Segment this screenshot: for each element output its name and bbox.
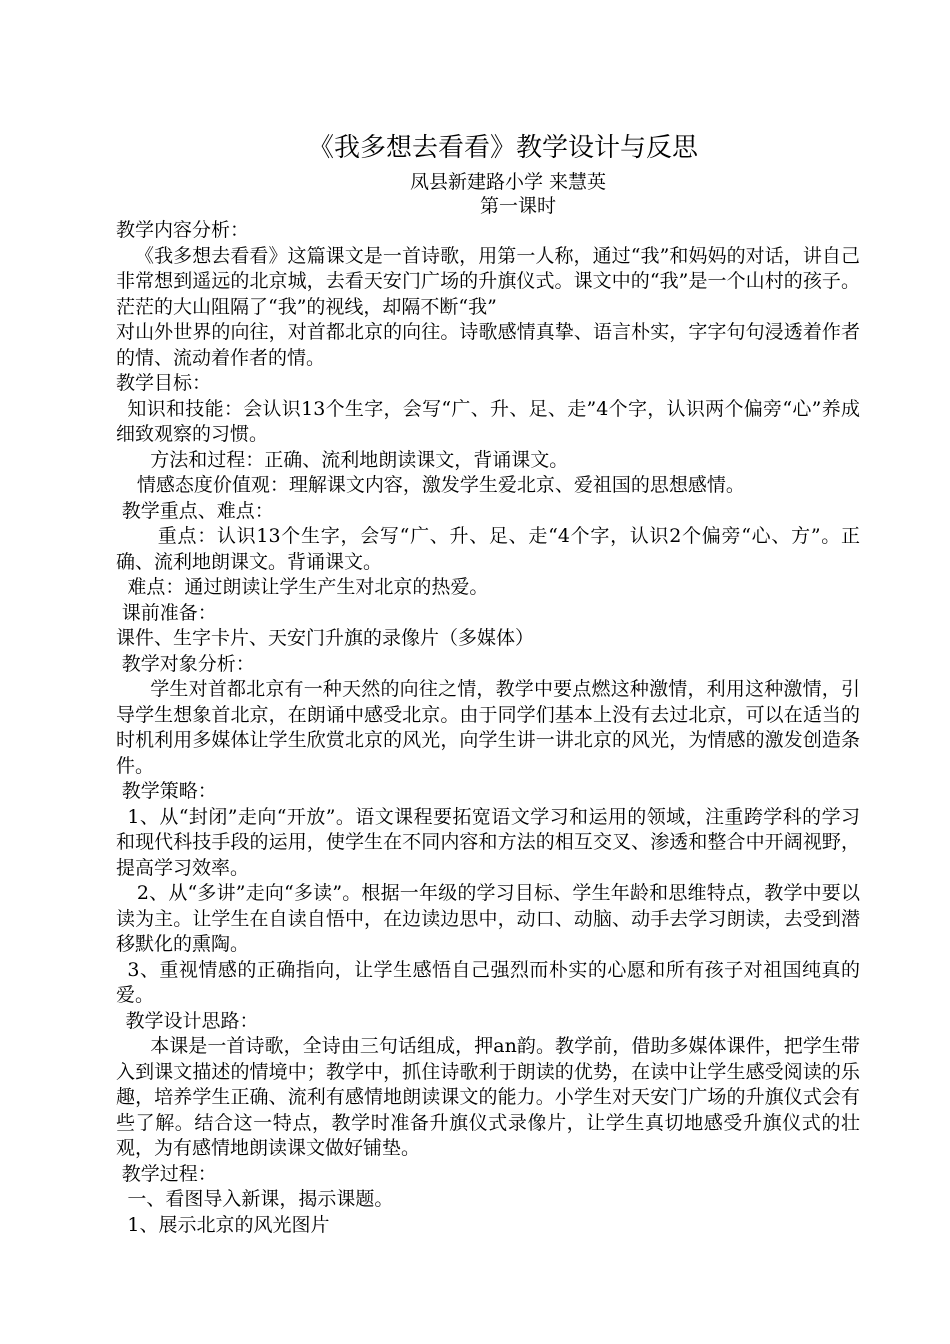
goals-paragraph: 情感态度价值观：理解课文内容，激发学生爱北京、爱祖国的思想感情。	[136, 474, 745, 496]
strategy-paragraph: 2、从“多讲”走向“多读”。根据一年级的学习目标、学生年龄和思维特点，教学中要以读为主。让学生在自读自悟中，在边读边思中，动口、动脑、动手去学习朗读，去受到潜移默化的熏陶。	[116, 882, 860, 955]
target-analysis-heading: 教学对象分析：	[121, 652, 255, 675]
lesson-label: 第一课时	[479, 195, 556, 217]
key-points-paragraph: 难点：通过朗读让学生产生对北京的热爱。	[127, 576, 489, 598]
content-analysis-paragraph: 《我多想去看看》这篇课文是一首诗歌，用第一人称，通过“我”和妈妈的对话，讲自己非常想到遥远的北京城，去看天安门广场的升旗仪式。课文中的“我”是一个山村的孩子。茫茫的大山阻隔了“我”的视线，却隔不断“我”	[116, 244, 860, 318]
document-title: 《我多想去看看》教学设计与反思	[307, 133, 698, 163]
content-analysis-heading: 教学内容分析：	[116, 219, 250, 241]
preparation-heading: 课前准备：	[121, 601, 217, 624]
document-author: 凤县新建路小学 来慧英	[409, 171, 607, 193]
process-step: 1、展示北京的风光图片	[127, 1213, 330, 1236]
strategy-paragraph: 3、重视情感的正确指向，让学生感悟自己强烈而朴实的心愿和所有孩子对祖国纯真的爱。	[116, 958, 860, 1006]
key-points-paragraph: 重点：认识13个生字，会写“广、升、足、走“4个字，认识2个偏旁“心、方”。正确、流利地朗课文。背诵课文。	[116, 525, 860, 573]
goals-paragraph: 知识和技能：会认识13个生字，会写“广、升、足、走”4个字，认识两个偏旁“心”养成细致观察的习惯。	[116, 397, 860, 445]
key-points-heading: 教学重点、难点：	[121, 499, 274, 522]
target-analysis-paragraph: 学生对首都北京有一种天然的向往之情，教学中要点燃这种激情，利用这种激情，引导学生想象首北京，在朗诵中感受北京。由于同学们基本上没有去过北京，可以在适当的时机利用多媒体让学生欣赏北京的风光，向学生讲一讲北京的风光，为情感的激发创造条件。	[116, 678, 860, 777]
strategy-paragraph: 1、从“封闭”走向“开放”。语文课程要拓宽语文学习和运用的领域，注重跨学科的学习和现代科技手段的运用，使学生在不同内容和方法的相互交叉、渗透和整合中开阔视野，提高学习效率。	[116, 805, 860, 879]
goals-paragraph: 方法和过程：正确、流利地朗读课文，背诵课文。	[150, 448, 569, 471]
goals-heading: 教学目标：	[116, 372, 212, 394]
process-heading: 教学过程：	[121, 1162, 217, 1185]
content-analysis-paragraph: 对山外世界的向往，对首都北京的向往。诗歌感情真挚、语言朴实，字字句句浸透着作者的情、流动着作者的情。	[116, 321, 860, 369]
design-heading: 教学设计思路：	[125, 1009, 259, 1032]
process-step: 一、看图导入新课，揭示课题。	[127, 1188, 394, 1210]
strategy-heading: 教学策略：	[121, 780, 217, 802]
design-paragraph: 本课是一首诗歌，全诗由三句话组成，押an韵。教学前，借助多媒体课件，把学生带入到课文描述的情境中；教学中，抓住诗歌利于朗读的优势，在读中让学生感受阅读的乐趣，培养学生正确、流利有感情地朗读课文的能力。小学生对天安门广场的升旗仪式会有些了解。结合这一特点，教学时准备升旗仪式录像片，让学生真切地感受升旗仪式的壮观，为有感情地朗读课文做好铺垫。	[116, 1035, 860, 1159]
preparation-paragraph: 课件、生字卡片、天安门升旗的录像片（多媒体）	[116, 627, 535, 649]
